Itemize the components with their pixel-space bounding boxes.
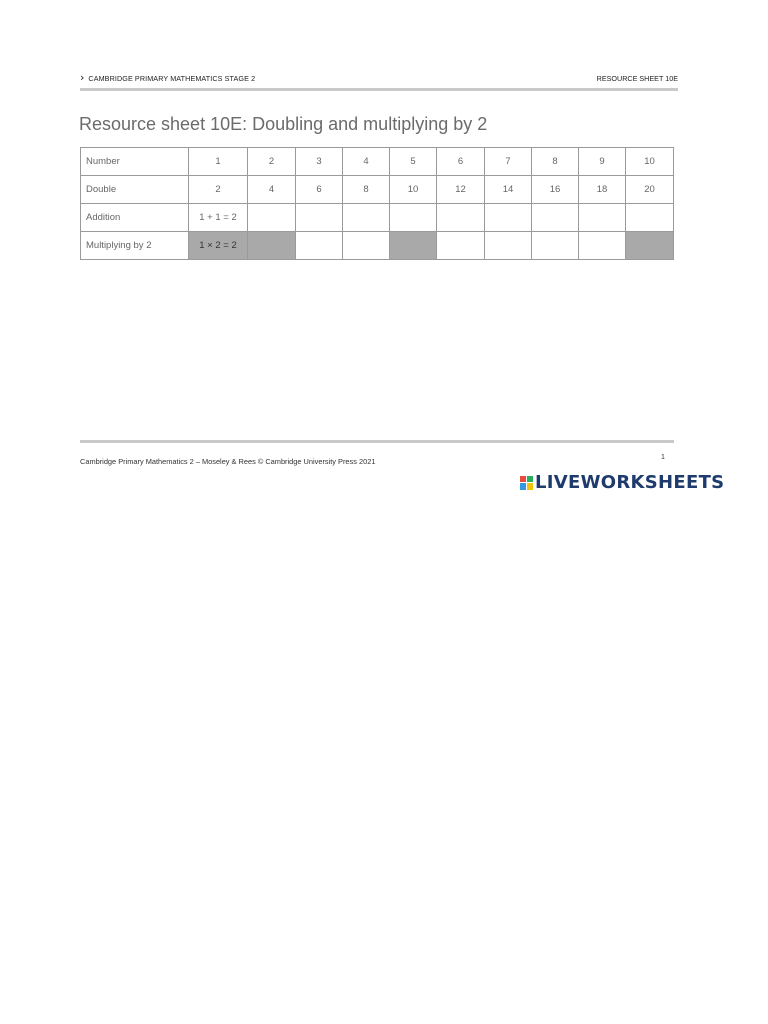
brand-name: LIVEWORKSHEETS [535,472,725,493]
table-cell: 12 [437,176,485,204]
footer-copyright: Cambridge Primary Mathematics 2 – Moseley & Rees © Cambridge University Press 2021 [80,457,376,466]
table-row [81,232,674,260]
page-number: 1 [661,454,665,461]
answer-cell[interactable] [437,232,485,260]
page-title: Resource sheet 10E: Doubling and multiplying by 2 [79,114,488,134]
answer-cell[interactable] [485,204,532,232]
row-label: Addition [81,204,189,232]
table-cell: 8 [532,148,579,176]
header-divider [80,88,678,91]
header-title: CAMBRIDGE PRIMARY MATHEMATICS STAGE 2 [88,73,256,83]
table-cell: 1 + 1 = 2 [189,204,248,232]
shaded-cell: 1 × 2 = 2 [189,232,248,260]
table-cell: 4 [248,176,296,204]
liveworksheets-logo-icon [519,475,533,490]
answer-cell[interactable] [437,204,485,232]
header-sheet-id: RESOURCE SHEET 10E [596,74,678,83]
row-label: Double [81,176,189,204]
table-cell: 4 [343,148,390,176]
header-left [80,72,255,84]
table-cell: 3 [296,148,343,176]
answer-cell[interactable] [485,232,532,260]
table-cell: 5 [390,148,437,176]
answer-cell[interactable] [296,204,343,232]
row-label: Multiplying by 2 [81,232,189,260]
answer-cell[interactable] [248,204,296,232]
doubling-table [80,147,674,260]
answer-cell[interactable] [579,232,626,260]
shaded-cell[interactable] [248,232,296,260]
answer-cell[interactable] [532,204,579,232]
table-cell: 14 [485,176,532,204]
table-cell: 6 [296,176,343,204]
answer-cell[interactable] [296,232,343,260]
table-cell: 16 [532,176,579,204]
table-row [81,204,674,232]
table-cell: 6 [437,148,485,176]
table-cell: 8 [343,176,390,204]
answer-cell[interactable] [579,204,626,232]
page-header [80,72,678,88]
table-cell: 1 [189,148,248,176]
table-cell: 10 [626,148,674,176]
answer-cell[interactable] [343,232,390,260]
answer-cell[interactable] [343,204,390,232]
shaded-cell[interactable] [390,232,437,260]
answer-cell[interactable] [532,232,579,260]
table-cell: 7 [485,148,532,176]
row-label: Number [81,148,189,176]
chevron-right-icon: › [80,71,85,84]
table-row [81,176,674,204]
liveworksheets-brand [519,472,724,493]
table-cell: 2 [189,176,248,204]
table-row [81,148,674,176]
shaded-cell[interactable] [626,232,674,260]
table-cell: 9 [579,148,626,176]
table-cell: 2 [248,148,296,176]
answer-cell[interactable] [390,204,437,232]
table-cell: 18 [579,176,626,204]
answer-cell[interactable] [626,204,674,232]
footer-divider [80,440,674,443]
table-cell: 10 [390,176,437,204]
table-cell: 20 [626,176,674,204]
